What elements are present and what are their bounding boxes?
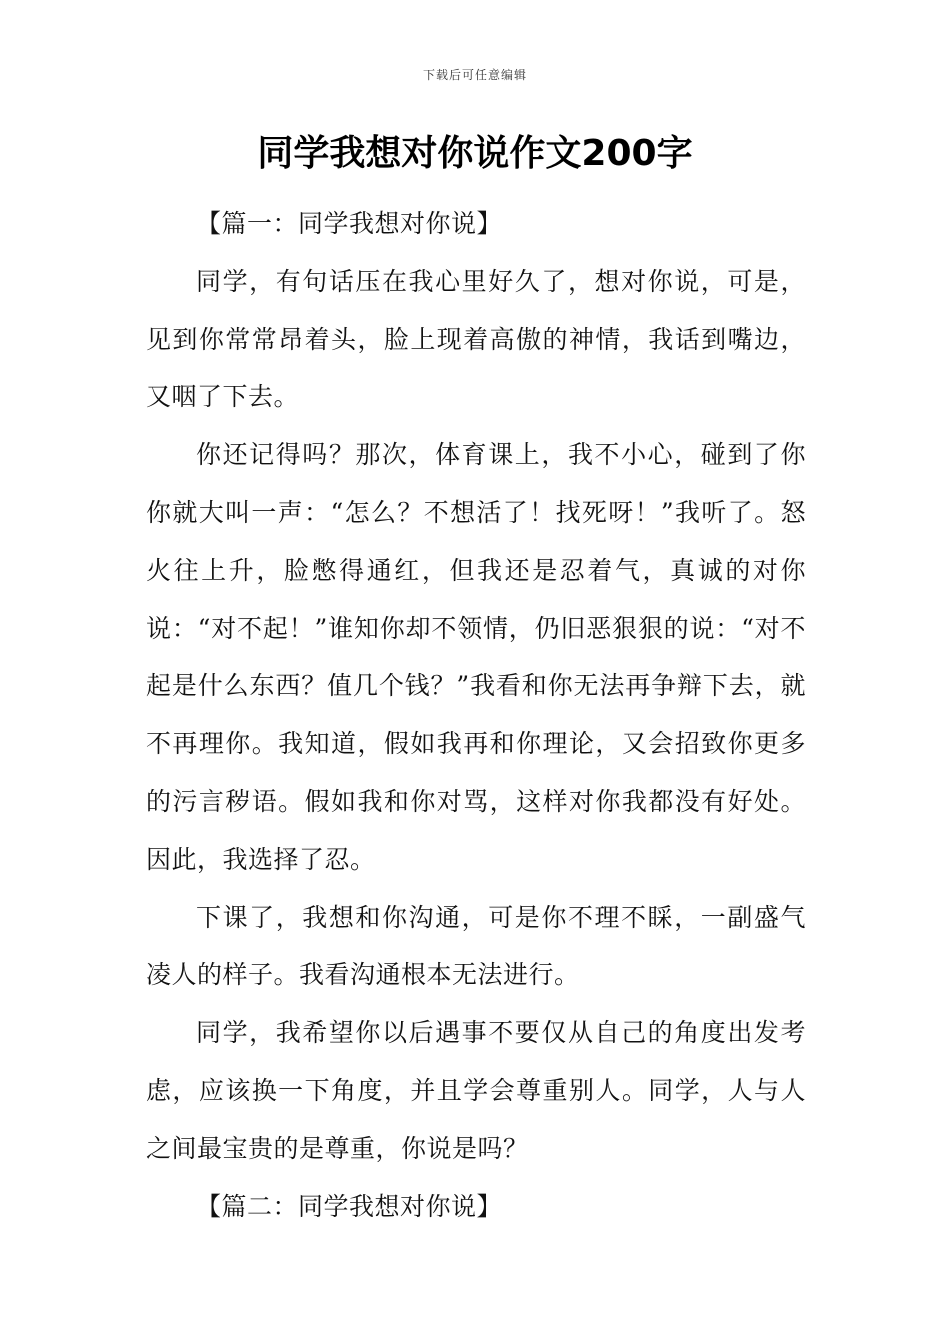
paragraph: 下课了，我想和你沟通，可是你不理不睬，一副盛气凌人的样子。我看沟通根本无法进行。 (146, 902, 806, 990)
paragraph: 同学，有句话压在我心里好久了，想对你说，可是，见到你常常昂着头，脸上现着高傲的神情，我话到嘴边，又咽了下去。 (146, 266, 806, 412)
paragraph: 同学，我希望你以后遇事不要仅从自己的角度出发考虑，应该换一下角度，并且学会尊重别人。同学，人与人之间最宝贵的是尊重，你说是吗？ (146, 1018, 806, 1163)
document-title: 同学我想对你说作文200字 (257, 133, 693, 174)
section-heading-2: 【篇二：同学我想对你说】 (196, 1191, 503, 1221)
paragraph: 你还记得吗？那次，体育课上，我不小心，碰到了你你就大叫一声：“怎么？不想活了！找死呀！”我听了。怒火往上升，脸憋得通红，但我还是忍着气，真诚的对你说：“对不起！”谁知你却不领情，仍旧恶狠狠的说：“对不起是什么东西？值几个钱？”我看和你无法再争辩下去，就不再理你。我知道，假如我再和你理论，又会招致你更多的污言秽语。假如我和你对骂，这样对你我都没有好处。因此，我选择了忍。 (146, 440, 806, 874)
document-body (146, 195, 806, 1235)
header-note: 下载后可任意编辑 (422, 68, 527, 82)
section-heading-1: 【篇一：同学我想对你说】 (196, 209, 503, 238)
